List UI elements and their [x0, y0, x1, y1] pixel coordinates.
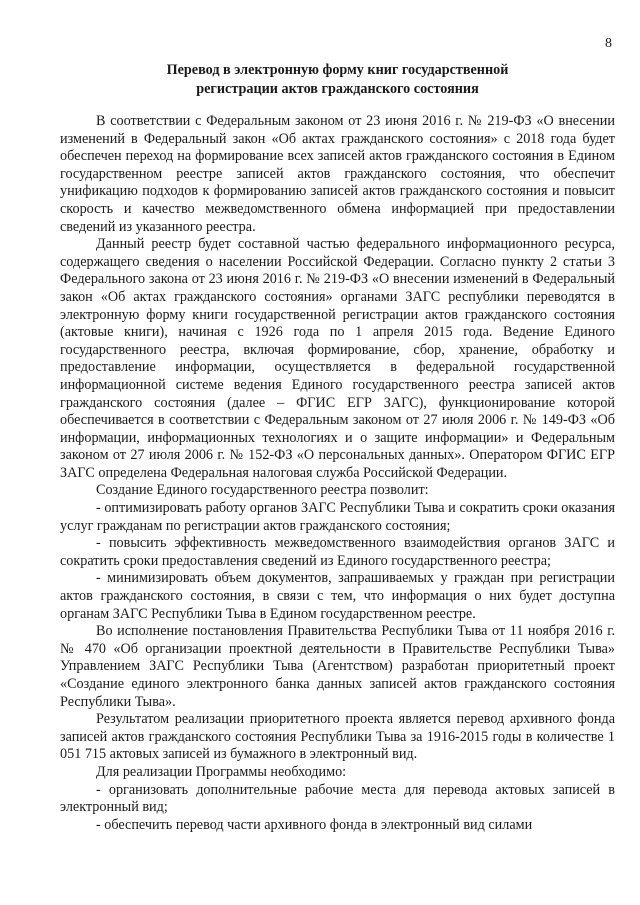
section-title-line-2: регистрации актов гражданского состояния: [196, 81, 479, 97]
paragraph-legal-basis: В соответствии с Федеральным законом от 23 июня 2016 г. № 219-ФЗ «О внесении изменений в Федеральный закон «Об актах гражданского состояния» с 2018 года будет обеспечен переход на формирование всех записей актов гражданского состояния в Едином государственном реестре записей актов гражданского состояния, что обеспечит унификацию подходов к формированию записей актов гражданского состояния и повысит скорость и качество межведомственного обмена информацией при предоставлении сведений из указанного реестра.: [60, 113, 615, 235]
paragraph-priority-project: Во исполнение постановления Правительства Республики Тыва от 11 ноября 2016 г. № 470 «Об организации проектной деятельности в Правительстве Республики Тыва» Управлением ЗАГС Республики Тыва (Агентством) разработан приоритетный проект «Создание единого электронного банка данных записей актов гражданского состояния Республики Тыва».: [60, 623, 615, 710]
list-item-workplaces: - организовать дополнительные рабочие места для перевода актовых записей в электронный вид;: [60, 781, 615, 816]
paragraph-registry-description: Данный реестр будет составной частью федерального информационного ресурса, содержащего сведения о населении Российской Федерации. Согласно пункту 2 статьи 3 Федерального закона от 23 июня 2016 г. № 219-ФЗ «О внесении изменений в Федеральный закон «Об актах гражданского состояния» органами ЗАГС республики переводятся в электронную форму книги государственной регистрации актов гражданского состояния (актовые книги), начиная с 1926 года по 1 апреля 2015 года. Ведение Единого государственного реестра, включая формирование, сбор, хранение, обработку и предоставление информации, осуществляется в федеральной государственной информационной системе ведения Единого государственного реестра записей актов гражданского состояния (далее – ФГИС ЕГР ЗАГС), функционирование которой обеспечивается в соответствии с Федеральным законом от 27 июля 2006 г. № 149-ФЗ «Об информации, информационных технологиях и о защите информации» и Федеральным законом от 27 июля 2006 г. № 152-ФЗ «О персональных данных». Оператором ФГИС ЕГР ЗАГС определена Федеральная налоговая служба Российской Федерации.: [60, 236, 615, 481]
section-title-line-1: Перевод в электронную форму книг государственной: [166, 62, 509, 78]
list-item-optimize-work: - оптимизировать работу органов ЗАГС Республики Тыва и сократить сроки оказания услуг гражданам по регистрации актов гражданского состояния;: [60, 500, 615, 534]
paragraph-benefits-intro: Создание Единого государственного реестра позволит:: [96, 482, 429, 499]
list-item-improve-interaction: - повысить эффективность межведомственного взаимодействия органов ЗАГС и сократить сроки предоставления сведений из Единого государственного реестра;: [60, 535, 615, 569]
paragraph-program-needs-intro: Для реализации Программы необходимо:: [96, 763, 347, 780]
document-body: [60, 113, 615, 834]
list-item-archive-transfer: - обеспечить перевод части архивного фонда в электронный вид силами: [96, 816, 533, 833]
list-item-minimize-documents: - минимизировать объем документов, запрашиваемых у граждан при регистрации актов гражданского состояния, в связи с тем, что информация о них будет доступна органам ЗАГС Республики Тыва в Едином государственном реестре.: [60, 570, 615, 622]
page-number: 8: [605, 36, 612, 51]
section-title: [60, 61, 615, 99]
paragraph-project-result: Результатом реализации приоритетного проекта является перевод архивного фонда записей актов гражданского состояния Республики Тыва за 1916-2015 годы в количестве 1 051 715 актовых записей из бумажного в электронный вид.: [60, 711, 615, 763]
